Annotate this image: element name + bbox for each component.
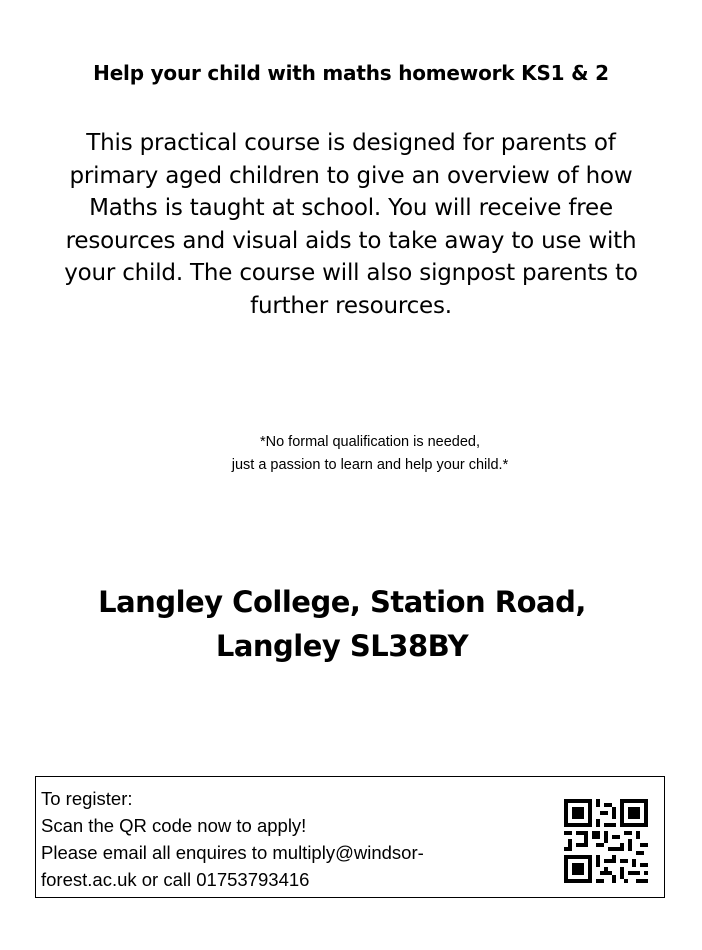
venue-line: Langley College, Station Road,: [98, 585, 586, 619]
description-line: further resources.: [250, 292, 452, 319]
qr-code-icon[interactable]: [564, 799, 648, 883]
qualification-note: [170, 431, 570, 477]
register-line[interactable]: Please email all enquires to multiply@windsor-: [41, 842, 424, 863]
register-heading: To register:: [41, 788, 133, 809]
description-line: primary aged children to give an overview of how: [69, 162, 633, 189]
description-line: your child. The course will also signpost parents to: [64, 260, 638, 287]
description-line: Maths is taught at school. You will receive free: [89, 195, 613, 222]
course-description: [40, 127, 662, 323]
registration-box: [35, 776, 665, 898]
register-line: Scan the QR code now to apply!: [41, 815, 307, 836]
register-line[interactable]: forest.ac.uk or call 01753793416: [41, 869, 310, 890]
page-title: Help your child with maths homework KS1 & 2: [93, 61, 609, 85]
venue-address: [40, 580, 644, 668]
note-line: just a passion to learn and help your child.*: [231, 457, 509, 473]
description-line: This practical course is designed for parents of: [86, 130, 616, 156]
registration-text: [41, 785, 561, 893]
description-line: resources and visual aids to take away to use with: [65, 227, 637, 254]
venue-line: Langley SL38BY: [215, 629, 469, 663]
note-line: *No formal qualification is needed,: [259, 434, 481, 450]
